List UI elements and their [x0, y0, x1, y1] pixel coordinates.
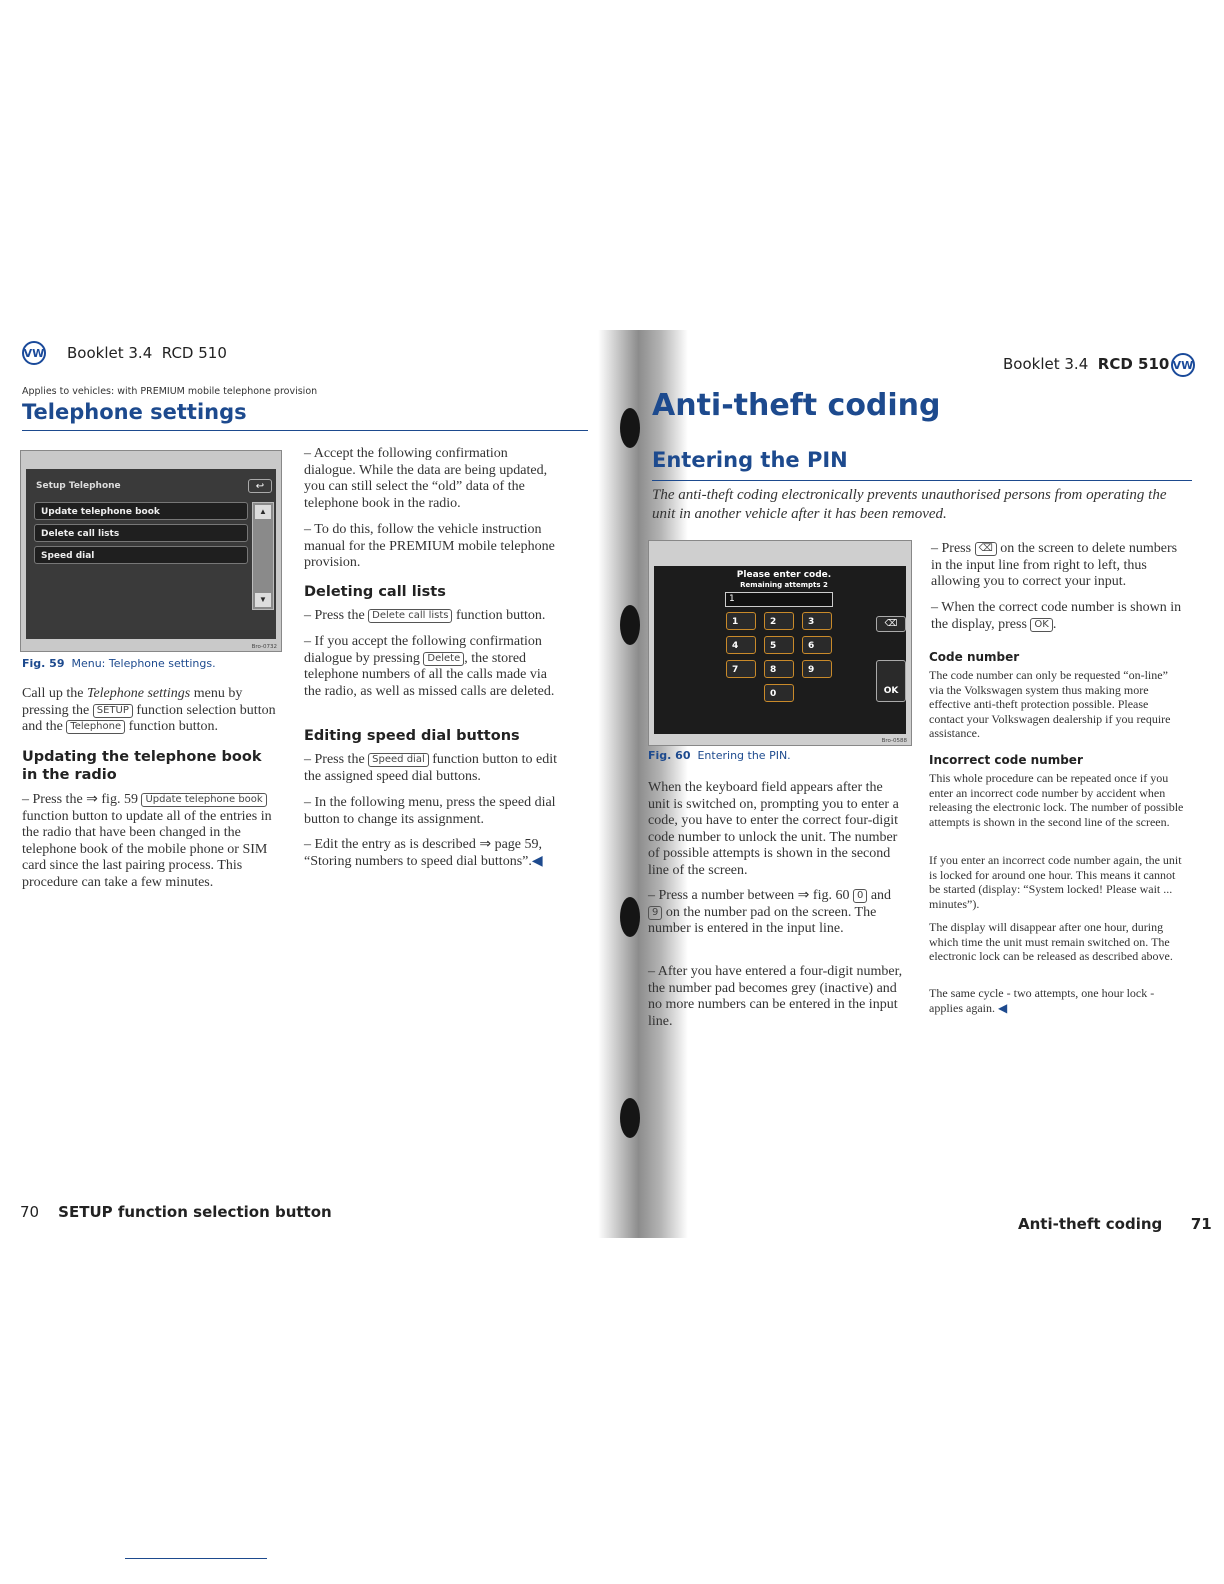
pin-prompt	[714, 570, 854, 590]
step-text: on the screen to delete numbers in the input line from right to left, thus allowing you to correct your input.	[931, 541, 1178, 589]
lead-paragraph: The anti-theft coding electronically prevents unauthorised persons from operating the unit in another vehicle after it has been removed.	[652, 487, 1167, 522]
speed-text: function button to edit the assigned speed dial buttons.	[304, 752, 558, 784]
header-booklet: Booklet 3.4	[1003, 355, 1089, 373]
incorrect-text-2: If you enter an incorrect code number again, the unit is locked for around one hour. This means it cannot be started (display: “System locked! Please wait ... minutes”).	[929, 853, 1182, 911]
scroll-down-icon: ▼	[255, 593, 271, 607]
binding-hole	[620, 605, 640, 645]
step-text: on the number pad on the screen. The number is entered in the input line.	[648, 904, 877, 936]
speed-step-2: – In the following menu, press the speed dial button to change its assignment.	[304, 795, 556, 827]
key-9-label: 9	[648, 906, 662, 920]
backspace-icon: ⌫	[876, 616, 906, 632]
heading-incorrect-code: Incorrect code number	[929, 753, 1083, 767]
end-marker-icon: ◀	[531, 853, 543, 869]
update-text: function button to update all of the entries in the radio that have been changed in the telephone book of the mobile phone or SIM card since the last pairing process. This procedure can take a few minutes.	[22, 808, 272, 890]
telephone-button-label: Telephone	[66, 720, 125, 734]
ok-key: OK	[876, 660, 906, 702]
ok-button-label: OK	[1030, 618, 1052, 632]
step-text: – Press	[931, 541, 972, 556]
menu-item-update: Update telephone book	[34, 502, 248, 520]
intro-paragraph	[22, 686, 280, 736]
footer-left	[20, 1203, 332, 1221]
footer-right	[1018, 1215, 1212, 1233]
delete-step-2	[304, 634, 562, 700]
binding-hole	[620, 1098, 640, 1138]
end-marker-icon: ◀	[997, 1000, 1008, 1015]
incorrect-text-1: This whole procedure can be repeated once if you enter an incorrect code number by accident when releasing the electronic lock. The number of possible attempts is shown in the second line of the screen.	[929, 771, 1184, 829]
vw-logo-icon: VW	[22, 341, 46, 365]
remaining-attempts: Remaining attempts 2	[740, 581, 828, 589]
delete-step-1	[304, 608, 562, 625]
figure-pin-entry	[648, 540, 912, 746]
chapter-title: Anti-theft coding	[652, 388, 941, 423]
heading-delete: Deleting call lists	[304, 584, 446, 600]
delete-step	[931, 541, 1191, 591]
caption-number: Fig. 60	[648, 749, 691, 762]
key-7: 7	[726, 660, 756, 678]
code-number-text: The code number can only be requested “on-line” via the Volkswagen system thus making more effective anti-theft protection possible. Please contact your Volkswagen dealership if you require assistance.	[929, 668, 1171, 740]
delete-text: – Press the	[304, 608, 365, 623]
heading-code-number: Code number	[929, 650, 1020, 664]
update-paragraph	[22, 792, 280, 891]
intro-text: Call up the	[22, 686, 84, 701]
update-text: – Press the ⇒ fig. 59	[22, 792, 138, 807]
heading-speed-dial: Editing speed dial buttons	[304, 728, 520, 744]
incorrect-text-3: The display will disappear after one hour, during which time the unit must remain switched on. The electronic lock can be released as described above.	[929, 920, 1173, 963]
ok-step: – When the correct code number is shown in the display, press OK .	[931, 600, 1182, 632]
screen-title: Setup Telephone	[36, 481, 121, 491]
binding-hole	[620, 408, 640, 448]
key-0: 0	[764, 684, 794, 702]
section-title: Telephone settings	[22, 400, 247, 424]
footer-text: SETUP function selection button	[58, 1203, 332, 1221]
intro-text: function button.	[128, 719, 219, 734]
caption-number: Fig. 59	[22, 657, 65, 670]
header-model: RCD 510	[161, 344, 227, 362]
page-header-right	[1003, 355, 1169, 373]
key-6: 6	[802, 636, 832, 654]
incorrect-text-4	[929, 986, 1184, 1015]
page-number: 71	[1190, 1215, 1212, 1233]
speed-text: – Press the	[304, 752, 365, 767]
delete-lists-button-label: Delete call lists	[368, 609, 452, 623]
speed-step-3	[304, 837, 562, 870]
backspace-icon: ⌫	[975, 542, 997, 556]
keyboard-paragraph: When the keyboard field appears after the unit is switched on, prompting you to enter a code, you have to enter the correct four-digit code number to unlock the unit. The number of possible attempts is shown in the second line of the screen.	[648, 780, 899, 878]
title-rule	[652, 480, 1192, 481]
key-9: 9	[802, 660, 832, 678]
binding-hole	[620, 897, 640, 937]
caption-text: Menu: Telephone settings.	[71, 657, 216, 670]
key-4: 4	[726, 636, 756, 654]
delete-button-label: Delete	[423, 652, 464, 666]
screen-display	[26, 469, 276, 639]
page-header-left	[67, 344, 227, 362]
heading-update: Updating the telephone book in the radio	[22, 749, 262, 783]
step-text: – Press a number between ⇒ fig. 60	[648, 888, 850, 903]
step-text: and	[870, 888, 892, 903]
bottom-rule	[125, 1558, 267, 1559]
delete-text: function button.	[455, 608, 546, 623]
delete-text: , the stored telephone numbers of all the calls made via the radio, as well as missed calls are deleted.	[304, 650, 555, 699]
speed-button-label: Speed dial	[368, 753, 429, 767]
menu-item-speed-dial: Speed dial	[34, 546, 248, 564]
title-rule	[22, 430, 588, 431]
key-3: 3	[802, 612, 832, 630]
intro-menu: Telephone settings	[86, 686, 191, 701]
section-title: Entering the PIN	[652, 448, 848, 472]
figure-telephone-settings	[20, 450, 282, 652]
key-1: 1	[726, 612, 756, 630]
header-booklet: Booklet 3.4	[67, 344, 153, 362]
header-model: RCD 510	[1097, 355, 1170, 373]
intro-text: menu by pressing the	[22, 686, 243, 718]
figure-code: Bro-0588	[881, 738, 907, 744]
footer-text: Anti-theft coding	[1018, 1215, 1163, 1233]
col2-instructions: – To do this, follow the vehicle instruction manual for the PREMIUM mobile telephone provision.	[304, 522, 555, 570]
scrollbar	[252, 502, 274, 610]
prompt-text: Please enter code.	[736, 570, 832, 580]
setup-button-label: SETUP	[93, 704, 133, 718]
update-button-label: Update telephone book	[141, 793, 266, 807]
figure-caption	[22, 657, 216, 670]
col2-confirm: – Accept the following confirmation dialogue. While the data are being updated, you can still select the “old” data of the telephone book in the radio.	[304, 446, 548, 511]
page-number: 70	[20, 1203, 40, 1221]
applies-to: Applies to vehicles: with PREMIUM mobile telephone provision	[22, 386, 318, 397]
pin-input: 1	[725, 592, 833, 607]
key-0-label: 0	[853, 889, 867, 903]
back-icon: ↩	[248, 479, 272, 493]
vw-logo-icon: VW	[1171, 353, 1195, 377]
speed-step-1	[304, 752, 562, 785]
caption-text: Entering the PIN.	[697, 749, 791, 762]
figure-code: Bro-0732	[251, 644, 277, 650]
speed-text: – Edit the entry as is described ⇒ page 59, “Storing numbers to speed dial buttons”.	[304, 837, 542, 869]
key-8: 8	[764, 660, 794, 678]
scroll-up-icon: ▲	[255, 505, 271, 519]
four-digit-step: – After you have entered a four-digit number, the number pad becomes grey (inactive) and no more numbers can be entered in the input line.	[648, 964, 903, 1029]
intro-text: function selection button and the	[22, 702, 276, 734]
figure-caption	[648, 749, 791, 762]
cycle-text: The same cycle - two attempts, one hour lock - applies again.	[929, 986, 1155, 1015]
key-5: 5	[764, 636, 794, 654]
key-2: 2	[764, 612, 794, 630]
screen-display	[654, 566, 906, 734]
menu-item-delete: Delete call lists	[34, 524, 248, 542]
step-text: – When the correct code number is shown in the display, press	[931, 600, 1182, 632]
number-step	[648, 888, 904, 938]
delete-text: – If you accept the following confirmation dialogue by pressing	[304, 634, 542, 666]
